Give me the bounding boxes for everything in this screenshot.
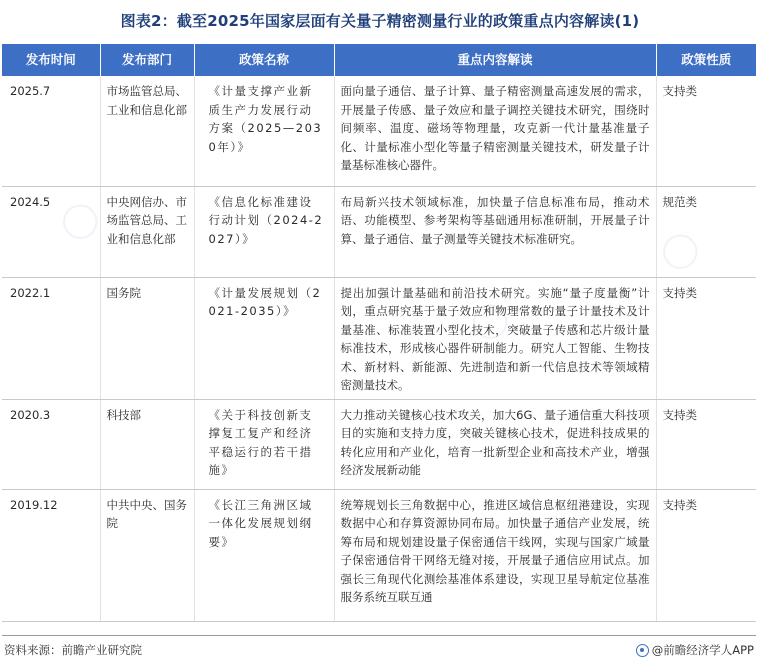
brand-credit-text: @前瞻经济学人APP [651,643,754,657]
cell-dept: 国务院 [100,277,194,399]
table-row [2,399,756,489]
header-dept: 发布部门 [100,44,194,76]
cell-date: 2022.1 [2,277,100,399]
cell-nature: 支持类 [656,399,756,489]
table-row [2,489,756,621]
watermark-logo: ◯ [51,192,107,248]
cell-key-points: 提出加强计量基础和前沿技术研究。实施“量子度量衡”计划，重点研究基于量子效应和物理常数的量子计量技术及计量基准、标准装置小型化技术，突破量子传感和芯片级计量标准技术，形成核心器件研制能力。研究人工智能、生物技术、新材料、新能源、先进制造和新一代信息技术等领域精密测量技术。 [334,277,656,399]
cell-policy-name: 《计量支撑产业新质生产力发展行动方案（2025—2030年）》 [194,76,334,186]
cell-nature: 支持类 [656,277,756,399]
cell-dept: 市场监管总局、工业和信息化部 [100,76,194,186]
source-note: 资料来源：前瞻产业研究院 [4,643,142,657]
table-row [2,76,756,186]
cell-policy-name: 《信息化标准建设行动计划（2024-2027）》 [194,186,334,277]
cell-key-points: 统筹规划长三角数据中心，推进区域信息枢纽港建设，实现数据中心和存算资源协同布局。加快量子通信产业发展，统筹布局和规划建设量子保密通信干线网，实现与国家广域量子保密通信骨干网络无缝对接，开展量子通信应用试点。加强长三角现代化测绘基准体系建设，实现卫星导航定位基准服务系统互联互通 [334,489,656,621]
cell-policy-name: 《关于科技创新支撑复工复产和经济平稳运行的若干措施》 [194,399,334,489]
header-name: 政策名称 [194,44,334,76]
brand-logo-icon [636,644,649,657]
cell-date: 2024.5 [2,186,100,277]
header-points: 重点内容解读 [334,44,656,76]
policy-table [2,44,756,622]
cell-dept: 科技部 [100,399,194,489]
table-header-row [2,44,756,76]
cell-nature: 支持类 [656,76,756,186]
cell-key-points: 面向量子通信、量子计算、量子精密测量高速发展的需求，开展量子传感、量子效应和量子调控关键技术研究，围绕时间频率、温度、磁场等物理量，攻克新一代计量基准量子化、计量标准小型化等量子精密测量关键技术，研发量子计量基标准核心器件。 [334,76,656,186]
chart-title: 图表2：截至2025年国家层面有关量子精密测量行业的政策重点内容解读(1) [120,12,640,30]
cell-date: 2019.12 [2,489,100,621]
cell-nature: 支持类 [656,489,756,621]
brand-credit [636,642,754,658]
footer-divider [2,635,756,636]
cell-policy-name: 《计量发展规划（2021-2035）》 [194,277,334,399]
header-nature: 政策性质 [656,44,756,76]
watermark-logo: ◯ [461,292,517,348]
cell-nature: 规范类 [656,186,756,277]
cell-dept: 中共中央、国务院 [100,489,194,621]
header-date: 发布时间 [2,44,100,76]
cell-date: 2025.7 [2,76,100,186]
cell-key-points: 布局新兴技术领域标准，加快量子信息标准布局，推动术语、功能模型、参考架构等基础通用标准研制，开展量子计算、量子通信、量子测量等关键技术标准研究。 [334,186,656,277]
cell-date: 2020.3 [2,399,100,489]
table-row [2,277,756,399]
watermark-logo: ◯ [651,222,707,278]
cell-dept: 中央网信办、市场监管总局、工业和信息化部 [100,186,194,277]
cell-policy-name: 《长江三角洲区域一体化发展规划纲要》 [194,489,334,621]
cell-key-points: 大力推动关键核心技术攻关，加大6G、量子通信重大科技项目的实施和支持力度，突破关键核心技术，促进科技成果的转化应用和产业化，培育一批新型企业和高技术产业，增强经济发展新动能 [334,399,656,489]
table-row [2,186,756,277]
